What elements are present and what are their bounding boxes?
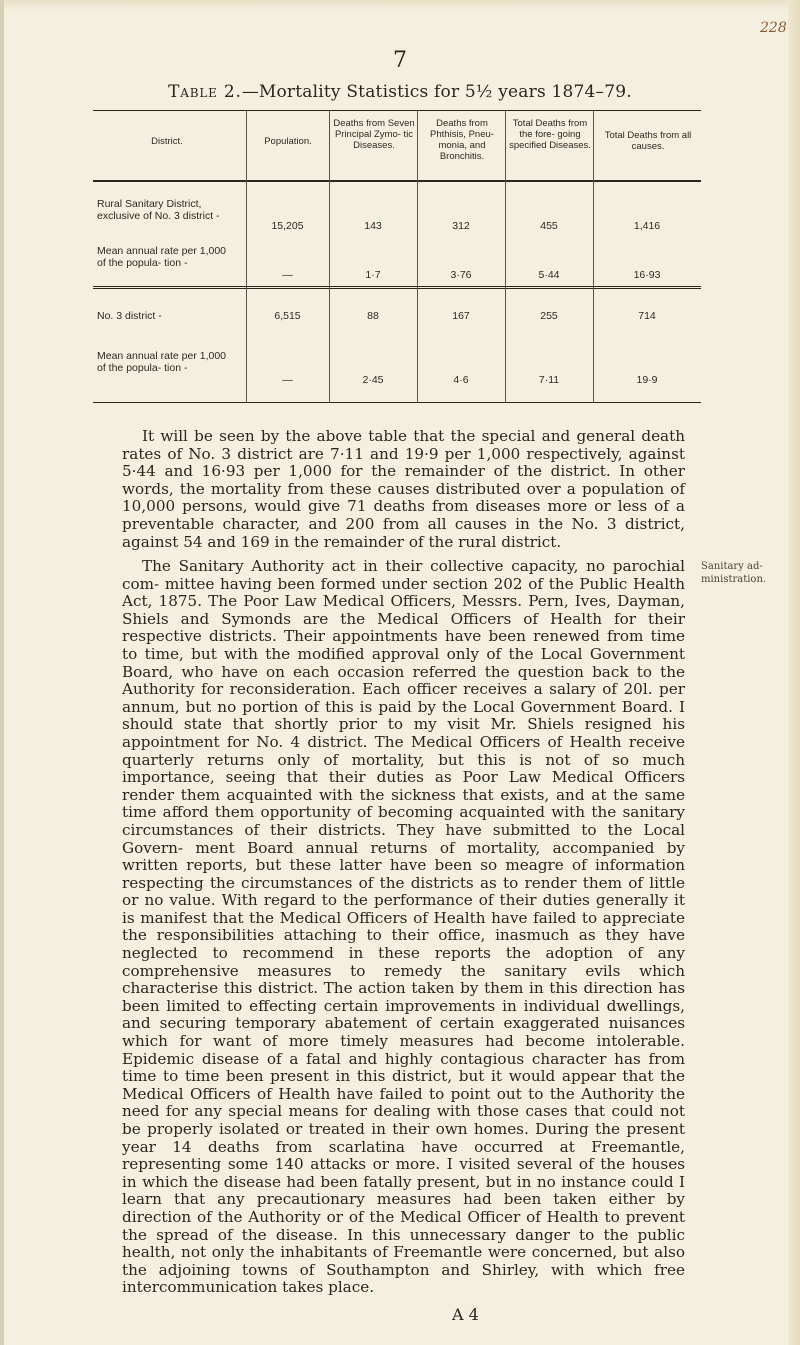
row1-specified: 455 [540, 220, 558, 232]
row1-rate-specified: 5·44 [538, 269, 560, 281]
row2-rate-zymotic: 2·45 [362, 374, 384, 386]
handwritten-page-stamp: 228 [760, 20, 787, 36]
header-rule [93, 180, 701, 182]
header-phthisis: Deaths from Phthisis, Pneu- monia, and Bronchitis. [430, 118, 494, 162]
row-separator-1 [93, 286, 701, 287]
row2-all-causes: 714 [638, 310, 656, 322]
row1-rate-zymotic: 1·7 [365, 269, 381, 281]
row2-zymotic: 88 [367, 310, 379, 322]
row2-specified: 255 [540, 310, 558, 322]
row2-rate-all-causes: 19·9 [636, 374, 658, 386]
table-title [0, 82, 800, 102]
row2-rate-specified: 7·11 [538, 374, 560, 386]
row1-rate-label: Mean annual rate per 1,000 of the popula- tion - [97, 245, 227, 269]
paragraph-sanitary-administration [122, 558, 685, 1297]
header-population: Population. [264, 136, 312, 147]
row-separator-2 [93, 288, 701, 289]
row1-phthisis: 312 [452, 220, 470, 232]
row2-district: No. 3 district - [97, 310, 162, 322]
column-rule [246, 110, 247, 403]
column-rule [329, 110, 330, 403]
row1-rate-phthisis: 3·76 [450, 269, 472, 281]
header-all-causes: Total Deaths from all causes. [604, 130, 692, 152]
margin-note: Sanitary ad- ministration. [701, 561, 767, 585]
row1-zymotic: 143 [364, 220, 382, 232]
paragraph-death-rates [122, 428, 685, 551]
signature-mark: A 4 [452, 1305, 479, 1324]
page-left-edge [0, 0, 4, 1345]
header-district: District. [151, 136, 183, 147]
table-top-rule [93, 110, 701, 111]
page-number: 7 [393, 48, 407, 73]
column-rule [505, 110, 506, 403]
row2-rate-label: Mean annual rate per 1,000 of the popula- tion - [97, 350, 227, 374]
paragraph-text: The Sanitary Authority act in their collective capacity, no parochial com- mittee having been formed under section 202 of the Public Health Act, 1875. The Poor Law Medical Officers, Messrs. Pern, Ives, Dayman, Shiels and Symonds are the Medical Officers of Health for their respective districts. Their appointments have been renewed from time to time, but with the modified approval only of the Local Government Board, who have on each occasion referred the question back to the Authority for reconsideration. Each officer receives a salary of 20l. per annum, but no portion of this is paid by the Local Government Board. I should state that shortly prior to my visit Mr. Shiels resigned his appointment for No. 4 district. The Medical Officers of Health receive quarterly returns only of mortality, but this is not of so much importance, seeing that their duties as Poor Law Medical Officers render them acquainted with the sickness that exists, and at the same time afford them opportunity of becoming acquainted with the sanitary circumstances of their districts. They have submitted to the Local Govern- ment Board annual returns of mortality, accompanied by written reports, but these latter have been so meagre of information respecting the circumstances of the districts as to render them of little or no value. With regard to the performance of their duties generally it is manifest that the Medical Officers of Health have failed to appreciate the responsibilities attaching to their office, inasmuch as they have neglected to recommend in these reports the adoption of any comprehensive measures to remedy the sanitary evils which characterise this district. The action taken by them in this direction has been limited to effecting certain improvements in individual dwellings, and securing temporary abatement of certain exaggerated nuisances which for want of more timely measures had become intolerable. Epidemic disease of a fatal and highly contagious character has from time to time been present in this district, but it would appear that the Medical Officers of Health have failed to point out to the Authority the need for any special means for dealing with those cases that could not be properly isolated or treated in their own homes. During the present year 14 deaths from scarlatina have occurred at Freemantle, representing some 140 attacks or more. I visited several of the houses in which the disease had been fatally present, but in no instance could I learn that any precautionary measures had been taken either by direction of the Authority or of the Medical Officer of Health to prevent the spread of the disease. In this unnecessary danger to the public health, not only the inhabitants of Freemantle were concerned, but also the adjoining towns of Southampton and Shirley, with which free intercommunication takes place. [122, 557, 685, 1297]
row2-population: 6,515 [274, 310, 301, 322]
mortality-table [93, 110, 701, 404]
table-label: Table 2. [168, 82, 242, 102]
row1-all-causes: 1,416 [633, 220, 661, 232]
row2-phthisis: 167 [452, 310, 470, 322]
page-top-shadow [0, 0, 800, 10]
row2-rate-population: — [282, 374, 293, 386]
header-specified-total: Total Deaths from the fore- going specified Diseases. [509, 118, 591, 151]
column-rule [417, 110, 418, 403]
row1-population: 15,205 [271, 220, 304, 232]
page-right-edge [788, 0, 800, 1345]
header-zymotic: Deaths from Seven Principal Zymo- tic Diseases. [333, 118, 415, 151]
row1-rate-all-causes: 16·93 [633, 269, 661, 281]
paragraph-text: It will be seen by the above table that the special and general death rates of No. 3 district are 7·11 and 19·9 per 1,000 respectively, against 5·44 and 16·93 per 1,000 for the remainder of the district. In other words, the mortality from these causes distributed over a population of 10,000 persons, would give 71 deaths from diseases more or less of a preventable character, and 200 from all causes in the No. 3 district, against 54 and 169 in the remainder of the rural district. [122, 427, 685, 551]
row1-district: Rural Sanitary District, exclusive of No. 3 district - [97, 198, 220, 222]
table-bottom-rule [93, 402, 701, 403]
table-caption: —Mortality Statistics for 5½ years 1874–79. [241, 82, 632, 102]
row1-rate-population: — [282, 269, 293, 281]
column-rule [593, 110, 594, 403]
row2-rate-phthisis: 4·6 [453, 374, 469, 386]
